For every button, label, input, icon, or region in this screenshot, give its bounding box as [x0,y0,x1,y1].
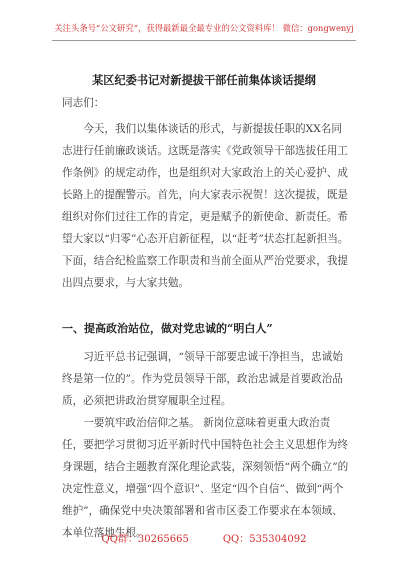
footer-contact [0,530,408,545]
section1-paragraph-2: 一要筑牢政治信仰之基。 新岗位意味着更重大政治责任，要把学习贯彻习近平新时代中国特色社会主义思想作为终身课题，结合主题教育深化理论武装，深刻领悟“两个确立”的决定性意义，增强“四个意识”、坚定“四个自信”、做到“两个维护”，确保党中央决策部署和省市区委工作要求在本领域、本单位落地生根。 [62,417,349,539]
salutation: 同志们： [62,97,105,109]
header-divider [52,40,356,41]
section-heading-1: 一、提高政治站位，做对党忠诚的“明白人” [62,322,273,335]
footer-qq-group: QQ群：30265665 [101,534,189,545]
header-banner: 关注头条号“公文研究”，获得最新最全最专业的公文资料库！ 微信：gongwenyj [54,23,354,33]
intro-paragraph: 今天，我们以集体谈话的形式，与新提拔任职的XX名同志进行任前廉政谈话。这既是落实《党政领导干部选拔任用工作条例》的规定动作，也是组织对大家政治上的关心爱护、成长路上的提醒警示。首先，向大家表示祝贺！这次提拔，既是组织对你们过往工作的肯定，更是赋予的新使命、新责任。希望大家以“归零”心态开启新征程，以“赶考”状态扛起新担当。下面，结合纪检监察工作职责和当前全面从严治党要求，我提出四点要求，与大家共勉。 [62,123,349,289]
document-title: 某区纪委书记对新提拔干部任前集体谈话提纲 [92,73,316,87]
section1-paragraph-1: 习近平总书记强调，“领导干部要忠诚干净担当，忠诚始终是第一位的”。作为党员领导干部，政治忠诚是首要政治品质，必须把讲政治贯穿履职全过程。 [62,351,343,407]
footer-qq: QQ：535304092 [222,534,307,545]
